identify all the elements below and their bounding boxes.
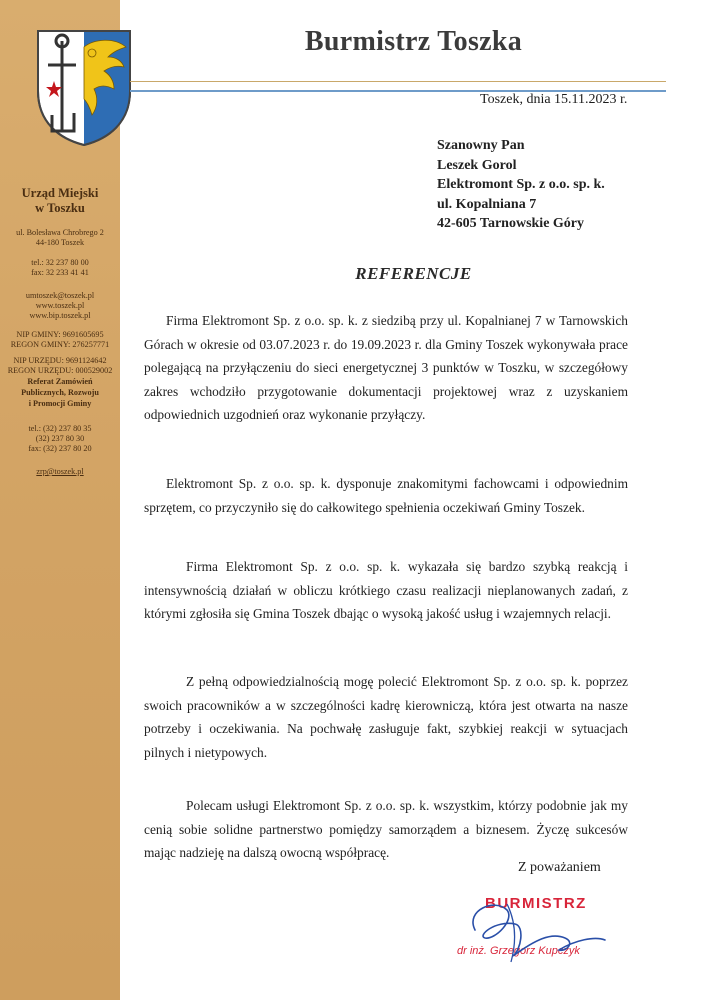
addressee-street: ul. Kopalniana 7 bbox=[437, 196, 537, 212]
office-tel: tel.: 32 237 80 00 bbox=[31, 258, 89, 267]
stamp-title: BURMISTRZ bbox=[485, 895, 587, 912]
department-phones bbox=[4, 424, 116, 454]
address-line: 44-180 Toszek bbox=[35, 238, 85, 247]
body-paragraph: Firma Elektromont Sp. z o.o. sp. k. z siedzibą przy ul. Kopalnianej 7 w Tarnowskich Górach w okresie od 03.07.2023 r. do 19.09.2023 r. dla Gminy Toszek wykonywała prace polegającą na przyłączeniu do sieci energetycznej 3 punktów w Toszku, w szczegółowy zakres wchodziło przygotowanie dokumentacji projektowej wraz z uzyskaniem odpowiednich uzgodnień oraz wykonanie przyłączy. bbox=[144, 313, 628, 422]
office-web bbox=[4, 291, 116, 321]
body-paragraph: Z pełną odpowiedzialnością mogę polecić Elektromont Sp. z o.o. sp. k. poprzez swoich pracowników a w szczególności kadrę kierowniczą, która jest otwarta na nasze potrzeby i oczekiwania. Na pochwałę zasługuje fakt, szybkiej reakcji w sytuacjach pilnych i nietypowych. bbox=[144, 674, 628, 760]
office-name-line: Urząd Miejski bbox=[21, 186, 99, 200]
closing-phrase: Z poważaniem bbox=[518, 860, 601, 875]
addressee-company: Elektromont Sp. z o.o. sp. k. bbox=[437, 177, 605, 192]
department-name: Publicznych, Rozwoju bbox=[21, 388, 99, 397]
nip-urzedu: NIP URZĘDU: 9691124642 bbox=[13, 356, 107, 365]
letter-header-title: Burmistrz Toszka bbox=[304, 26, 523, 57]
header-divider-gold bbox=[130, 81, 666, 82]
office-email: umtoszek@toszek.pl bbox=[25, 291, 95, 300]
letter-subject: REFERENCJE bbox=[355, 264, 472, 283]
coat-of-arms-icon bbox=[34, 27, 134, 147]
addressee-salutation: Szanowny Pan bbox=[437, 138, 525, 153]
department-name: Referat Zamówień bbox=[27, 377, 93, 386]
department-name: i Promocji Gminy bbox=[28, 399, 92, 408]
signature-stamp bbox=[455, 880, 655, 970]
nip-gminy: NIP GMINY: 9691605695 bbox=[16, 330, 104, 339]
department-fax: fax: (32) 237 80 20 bbox=[28, 444, 92, 453]
office-website: www.toszek.pl bbox=[35, 301, 85, 310]
office-fax: fax: 32 233 41 41 bbox=[31, 268, 89, 277]
office-address bbox=[4, 228, 116, 248]
addressee-city: 42-605 Tarnowskie Góry bbox=[437, 216, 585, 231]
office-name bbox=[4, 186, 116, 216]
regon-gminy: REGON GMINY: 276257771 bbox=[10, 340, 110, 349]
body-paragraph: Polecam usługi Elektromont Sp. z o.o. sp. k. wszystkim, którzy podobnie jak my cenią sobie solidne partnerstwo pomiędzy samorządem a biznesem. Życzę sukcesów mając nadzieję na dalszą owocną współpracę. bbox=[144, 798, 628, 860]
letterhead-sidebar bbox=[0, 0, 120, 1000]
office-name-line: w Toszku bbox=[35, 201, 85, 215]
department-email-block bbox=[4, 467, 116, 477]
address-line: ul. Bolesława Chrobrego 2 bbox=[16, 228, 104, 237]
department-tel: tel.: (32) 237 80 35 bbox=[28, 424, 92, 433]
department-tel: (32) 237 80 30 bbox=[35, 434, 85, 443]
department-email: zrp@toszek.pl bbox=[36, 467, 84, 476]
body-paragraph: Firma Elektromont Sp. z o.o. sp. k. wykazała się bardzo szybką reakcją i intensywnością działań w obliczu krótkiego czasu realizacji nieplanowanych zadań, z którymi zgłosiła się Gmina Toszek dbając o wysoką jakość usług i wzajemnych relacji. bbox=[144, 559, 628, 621]
stamp-signatory-name: dr inż. Grzegorz Kupczyk bbox=[457, 945, 580, 957]
addressee-name: Leszek Gorol bbox=[437, 157, 517, 173]
office-ids-gmina bbox=[4, 330, 116, 350]
letter-date: Toszek, dnia 15.11.2023 r. bbox=[480, 92, 628, 107]
body-paragraph: Elektromont Sp. z o.o. sp. k. dysponuje znakomitymi fachowcami i odpowiednim sprzętem, co przyczyniło się do całkowitego spełnienia oczekiwań Gminy Toszek. bbox=[144, 476, 628, 515]
addressee-block bbox=[437, 136, 605, 234]
office-bip-website: www.bip.toszek.pl bbox=[29, 311, 91, 320]
office-phones bbox=[4, 258, 116, 278]
regon-urzedu: REGON URZĘDU: 000529002 bbox=[7, 366, 113, 375]
office-ids-urzad bbox=[4, 356, 116, 409]
